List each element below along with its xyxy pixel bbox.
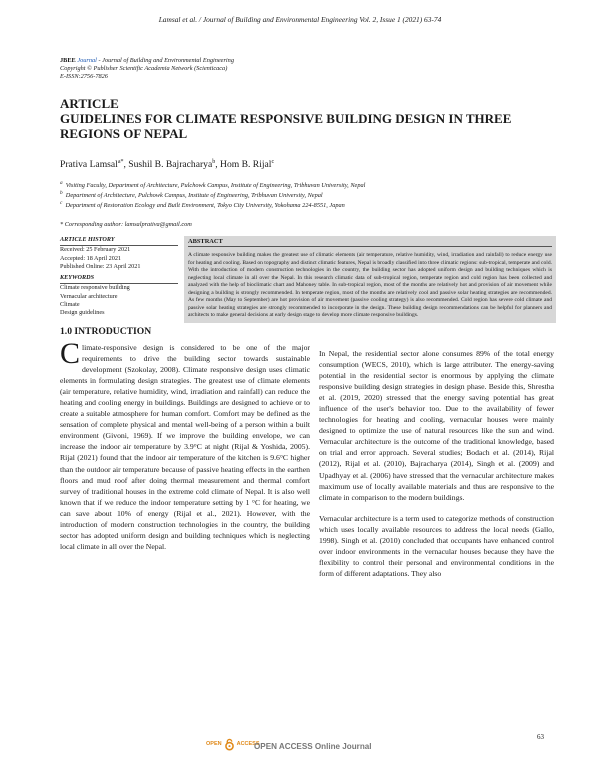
affiliation-sup: c [60, 200, 63, 206]
intro-right-column [319, 348, 554, 579]
author-sup: c [271, 159, 275, 165]
journal-line [60, 57, 234, 65]
corresponding-author: * Corresponding author: lamsalprativa@gmail.com [60, 221, 192, 228]
intro-paragraph-2: In Nepal, the residential sector alone consumes 89% of the total energy consumption (WECS, 2010), which is large attributer. The energy-saving potential in the residential sector is enormous by applying the climate responsive building design strategies in design phase. Beside this, Shrestha et al. (2019, 2020) stressed that the energy saving potential has great influence of the user's behavior too. Due to the availability of fewer technologies for heating and cooling, vernacular houses were mainly designed to optimize the use of natural resources like the sun and wind. Vernacular architecture is the outcome of the traditional knowledge, based on trial and error approach. Several studies; Bodach et al. (2014), Rijal (2012), Rijal et al. (2010), Bajracharya (2014), Singh et al. (2009) and Upadhyay et al. (2006) have stressed that the vernacular architecture makes maximum use of locally available materials and thus are responsive to the climate in comparison to the modern buildings. [319, 349, 554, 502]
affiliation [60, 200, 345, 209]
affiliation-sup: b [60, 190, 63, 196]
article-label: ARTICLE [60, 96, 119, 111]
journal-name: - Journal of Building and Environmental Engineering [96, 57, 234, 64]
keyword-item: Climate [60, 301, 80, 309]
open-access-logo [206, 736, 260, 752]
affiliation-text: Visiting Faculty, Department of Architecture, Pulchowk Campus, Institute of Engineering, Tribhuvan University, Nepal [65, 182, 366, 190]
affiliation [60, 180, 365, 189]
author-sup: a* [117, 159, 124, 165]
footer-text: OPEN ACCESS Online Journal [254, 742, 372, 751]
author-name: Hom B. Rijal [220, 159, 272, 171]
logo-access-text: ACCESS [236, 741, 260, 747]
author-name: Sushil B. Bajracharya [128, 159, 213, 171]
intro-left-column [60, 337, 310, 552]
affiliation-sup: a [60, 180, 63, 186]
published-date: Published Online: 23 April 2021 [60, 262, 141, 270]
keyword-item: Climate responsive building [60, 284, 130, 292]
running-head: Lamsal et al. / Journal of Building and Environmental Engineering Vol. 2, Issue 1 (2021) 63-74 [158, 15, 442, 24]
logo-open-text: OPEN [206, 741, 222, 747]
abstract-text: A climate responsive building makes the greatest use of climatic elements (air temperature, relative humidity, wind, irradiation and rainfall) to reduce energy use for heating and cooling. Based on topography and distinct climatic features, Nepal is broadly classified into three climatic regions: sub-tropical, temperate and cold. With the introduction of modern construction technologies in the country, the building sector has adopted uniform design and building techniques which is neglecting local climate in all over the Nepal. In this research climatic data of sub-tropical region, temperate region and cold region has been collected and analyzed with the help of bioclimatic chart and Mahoney table. In sub-tropical region, most of the months are relatively hot and provision of air movement while designing a building is strongly recommended. In temperate region, most of the months are relatively cool and passive solar heating strategies are recommended. As few months (May to September) are hot provision of air movement (passive cooling strategy) is also recommended. Cold region has severe cold climate and passive solar heating strategies are strongly recommended to incorporate in the design. These building design recommendations can be helpful for planners and architects to make general decisions at early design stage to develop more climate responsive buildings. [188, 252, 552, 318]
author-sup: b [212, 159, 216, 165]
keywords-heading: KEYWORDS [60, 274, 178, 284]
article-history-box [60, 236, 178, 318]
author-list: Prativa Lamsal$^{a*}$, Sushil B. Bajracharya$^b$, Hom B. Rijal$^c$ [60, 159, 275, 171]
article-title: GUIDELINES FOR CLIMATE RESPONSIVE BUILDING DESIGN IN THREE REGIONS OF NEPAL [60, 111, 512, 141]
copyright-line: Copyright © Publisher Scientific Academia Network (Scienticaca) [60, 65, 228, 73]
intro-paragraph-3: Vernacular architecture is a term used to categorize methods of construction which uses locally available resources to address the local needs (Gallo, 1998). Singh et al. (2010) concluded that occupants have enhanced control over indoor environments in the vernacular houses because they have the flexibility to control their personal and environmental conditions in the form of different adaptations. They also [319, 513, 554, 578]
issn-line: E-ISSN:2756-7826 [60, 73, 108, 81]
intro-paragraph-1: limate-responsive design is considered to be one of the major requirements to drive the building sector towards sustainable development (Szokolay, 2008). Climate responsive design uses climatic elements in formulating design strategies. The greatest use of climate elements (air temperature, relative humidity, wind, irradiation and rainfall) can reduce the heating and cooling energy in buildings. Buildings are designed to achieve or to create a suitable atmosphere for human comfort. Comfort may be defined as the sensation of complete physical and mental well-being of a person within a built environment (Givoni, 1969). If we improve the building envelope, we can increase the indoor air temperature by 3.9°C at night (Rijal & Yoshida, 2005). Rijal (2021) found that the indoor air temperature of the kitchen is 9.6°C higher than the outdoor air temperature because of passive heating effects in the earthen floors and mud roof after doing thermal measurement and thermal comfort survey of traditional houses in the extreme cold climate of Nepal. It is also well known that if we reduce the indoor temperature setting by 1 °C for heating, we can save about 10% of energy (Rijal et al., 2021). However, with the introduction of modern construction technologies in the country, the building sector has adopted uniform design and building techniques which is neglecting local climate in all over the Nepal. [60, 343, 310, 551]
open-access-lock-icon [223, 738, 236, 751]
received-date: Received: 25 February 2021 [60, 246, 131, 254]
section-heading-introduction: 1.0 INTRODUCTION [60, 326, 152, 337]
abstract-heading: ABSTRACT [188, 238, 552, 247]
journal-link[interactable]: Journal [77, 57, 97, 64]
affiliation [60, 190, 323, 199]
author-name: Prativa Lamsal [60, 159, 118, 171]
article-history-heading: ARTICLE HISTORY [60, 236, 178, 246]
keyword-item: Vernacular architecture [60, 292, 118, 300]
journal-abbrev: JBEE [60, 57, 76, 64]
accepted-date: Accepted: 18 April 2021 [60, 254, 122, 262]
affiliation-text: Department of Restoration Ecology and Built Environment, Tokyo City University, Yokohama 224-8551, Japan [65, 202, 345, 210]
abstract-box [184, 236, 556, 323]
journal-meta [60, 57, 234, 82]
affiliation-text: Department of Architecture, Pulchowk Campus, Institute of Engineering, Tribhuvan University, Nepal [65, 192, 323, 200]
page-number: 63 [537, 733, 544, 741]
keyword-item: Design guidelines [60, 309, 105, 317]
drop-cap: C [60, 337, 81, 370]
